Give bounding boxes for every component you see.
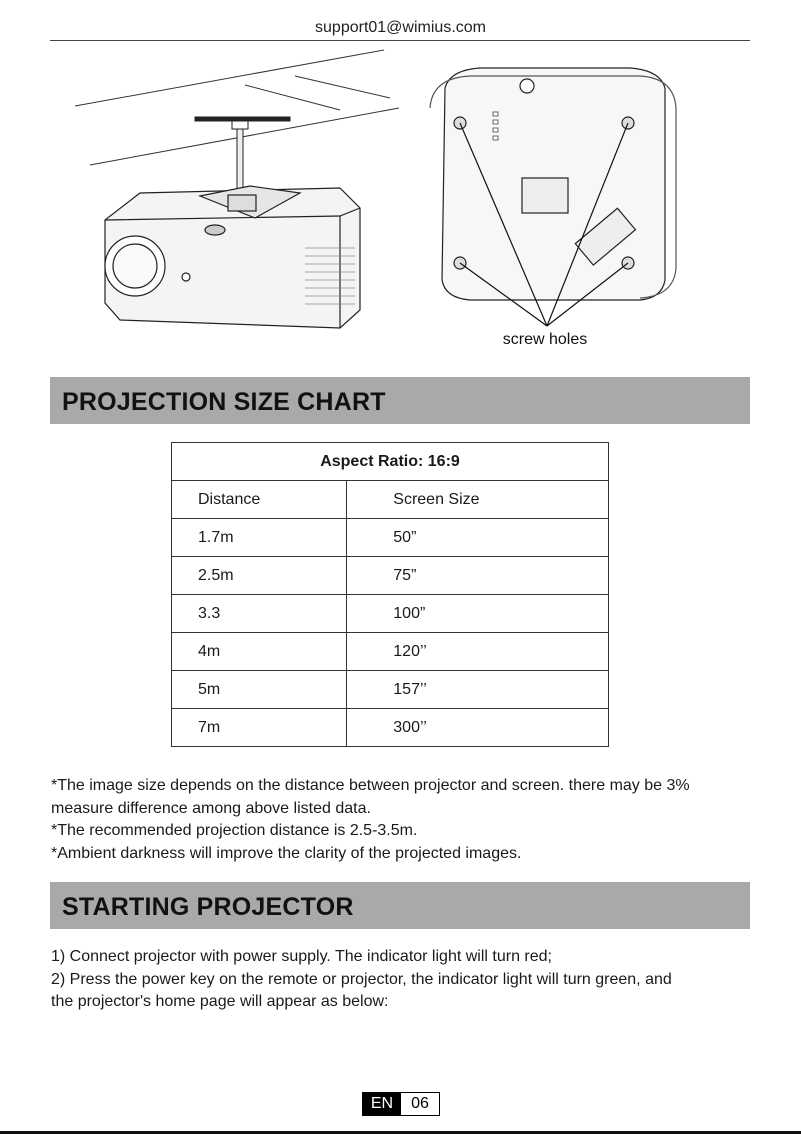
note-line: measure difference among above listed data. bbox=[51, 799, 371, 817]
table-row bbox=[172, 671, 609, 709]
distance-cell: 2.5m bbox=[172, 557, 347, 595]
step-line: 2) Press the power key on the remote or projector, the indicator light will turn green, and bbox=[51, 970, 672, 988]
projection-size-table bbox=[171, 442, 609, 747]
distance-cell: 1.7m bbox=[172, 519, 347, 557]
table-header-row bbox=[172, 481, 609, 519]
projector-side-view bbox=[105, 186, 360, 328]
section-header-starting bbox=[50, 882, 750, 929]
distance-cell: 5m bbox=[172, 671, 347, 709]
screen-size-cell: 100” bbox=[347, 595, 609, 633]
table-row bbox=[172, 519, 609, 557]
screen-size-cell: 300’’ bbox=[347, 709, 609, 747]
screw-holes-label: screw holes bbox=[502, 331, 588, 348]
table-caption-row bbox=[172, 443, 609, 481]
bottom-divider bbox=[0, 1131, 801, 1134]
header-screen-size: Screen Size bbox=[347, 481, 609, 519]
header-email: support01@wimius.com bbox=[315, 19, 486, 36]
aspect-ratio-caption: Aspect Ratio: 16:9 bbox=[172, 443, 609, 481]
step-line: the projector's home page will appear as below: bbox=[51, 993, 389, 1010]
section-title-starting: STARTING PROJECTOR bbox=[62, 893, 354, 921]
note-line: *Ambient darkness will improve the clarity of the projected images. bbox=[51, 844, 522, 862]
distance-cell: 3.3 bbox=[172, 595, 347, 633]
ceiling-mount bbox=[195, 117, 290, 195]
header-distance: Distance bbox=[172, 481, 347, 519]
step-line: 1) Connect projector with power supply. The indicator light will turn red; bbox=[51, 948, 552, 965]
table-row bbox=[172, 709, 609, 747]
note-line: *The image size depends on the distance between projector and screen. there may be 3% bbox=[51, 777, 690, 794]
note-line: *The recommended projection distance is 2.5-3.5m. bbox=[51, 822, 418, 839]
language-badge: EN bbox=[363, 1093, 401, 1115]
section-header-projection bbox=[50, 377, 750, 424]
header-divider bbox=[50, 40, 750, 41]
page-footer bbox=[362, 1092, 440, 1116]
screen-size-cell: 120’’ bbox=[347, 633, 609, 671]
table-row bbox=[172, 633, 609, 671]
table-row bbox=[172, 595, 609, 633]
page-number: 06 bbox=[401, 1093, 439, 1115]
distance-cell: 4m bbox=[172, 633, 347, 671]
screen-size-cell: 75” bbox=[347, 557, 609, 595]
notes-block bbox=[51, 775, 753, 865]
table-row bbox=[172, 557, 609, 595]
projector-mounting-illustration bbox=[50, 48, 750, 358]
distance-cell: 7m bbox=[172, 709, 347, 747]
screen-size-cell: 50” bbox=[347, 519, 609, 557]
screen-size-cell: 157’’ bbox=[347, 671, 609, 709]
steps-block bbox=[51, 946, 753, 1014]
projector-bottom-view bbox=[430, 68, 676, 300]
section-title-projection: PROJECTION SIZE CHART bbox=[62, 388, 386, 416]
